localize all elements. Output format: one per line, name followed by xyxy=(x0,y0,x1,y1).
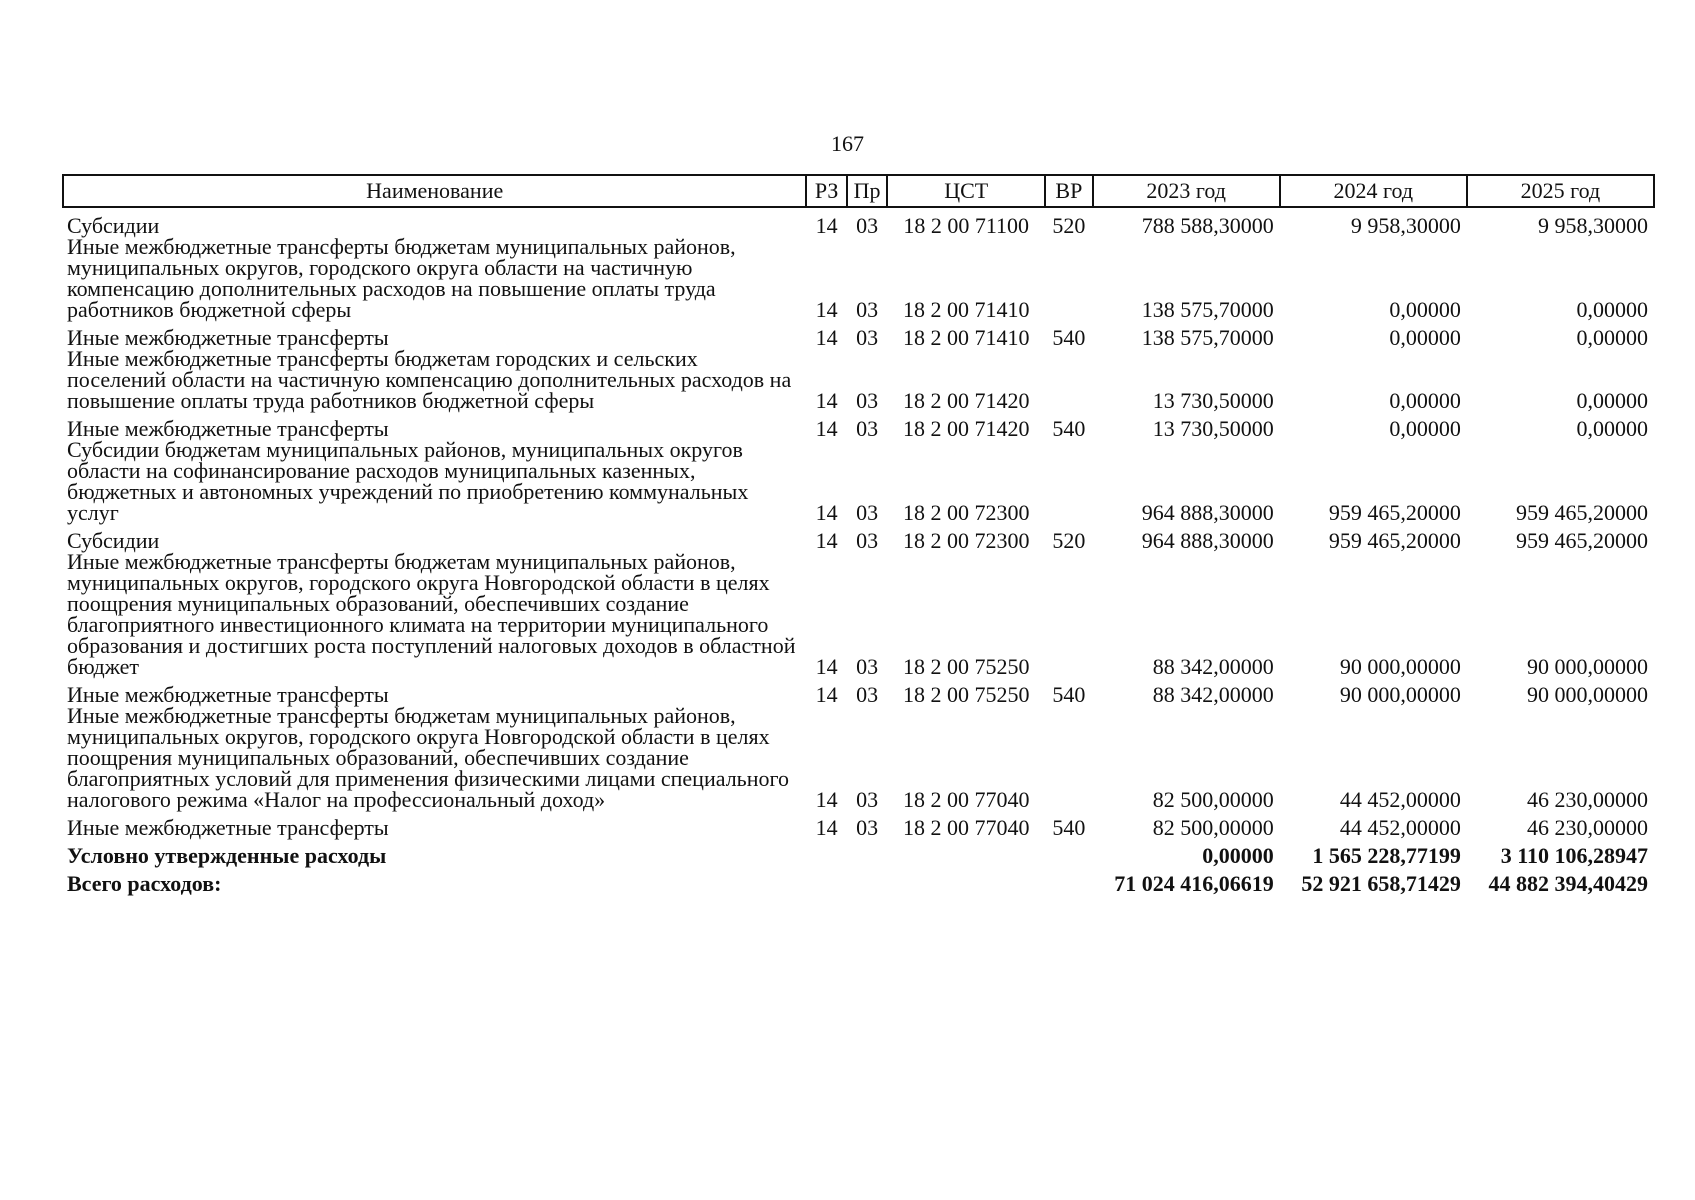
row-pr: 03 xyxy=(856,815,879,840)
row-cst: 18 2 00 77040 xyxy=(902,815,1030,840)
row-rz: 14 xyxy=(815,528,838,553)
row-name: Субсидии xyxy=(67,213,160,238)
row-2025: 46 230,00000 xyxy=(1527,787,1648,812)
header-rz: РЗ xyxy=(806,175,846,207)
row-2024: 0,00000 xyxy=(1389,325,1461,350)
row-name: Иные межбюджетные трансферты xyxy=(67,325,389,350)
budget-table xyxy=(62,174,1655,894)
row-rz: 14 xyxy=(815,213,838,238)
table-row xyxy=(63,348,1654,411)
row-rz: 14 xyxy=(815,388,838,413)
row-pr: 03 xyxy=(856,500,879,525)
row-2024: 9 958,30000 xyxy=(1350,213,1461,238)
row-2023: 88 342,00000 xyxy=(1152,682,1274,707)
row-cst: 18 2 00 71420 xyxy=(902,416,1030,441)
row-2025: 44 882 394,40429 xyxy=(1488,871,1648,896)
row-2024: 1 565 228,77199 xyxy=(1312,843,1461,868)
row-2024: 52 921 658,71429 xyxy=(1301,871,1461,896)
row-vr: 540 xyxy=(1052,416,1086,441)
row-pr: 03 xyxy=(856,416,879,441)
row-vr xyxy=(1045,866,1093,894)
row-cst: 18 2 00 75250 xyxy=(902,654,1030,679)
table-row xyxy=(63,320,1654,348)
row-pr: 03 xyxy=(856,388,879,413)
row-2023: 964 888,30000 xyxy=(1141,528,1274,553)
row-cst: 18 2 00 77040 xyxy=(902,787,1030,812)
row-name: Условно утвержденные расходы xyxy=(67,843,387,868)
row-vr xyxy=(1045,838,1093,866)
row-name: Субсидии xyxy=(67,528,160,553)
row-2023: 82 500,00000 xyxy=(1152,815,1274,840)
row-name: Иные межбюджетные трансферты бюджетам муниципальных районов, муниципальных округов, городского округа области на частичную компенсацию дополнительных расходов на повышение оплаты труда работников бюджетной сферы xyxy=(67,234,736,322)
row-2023: 13 730,50000 xyxy=(1152,388,1274,413)
row-2023: 13 730,50000 xyxy=(1152,416,1274,441)
row-pr: 03 xyxy=(856,297,879,322)
row-vr xyxy=(1045,236,1093,320)
table-row xyxy=(63,810,1654,838)
row-2025: 0,00000 xyxy=(1576,388,1648,413)
header-vr: ВР xyxy=(1045,175,1093,207)
table-row xyxy=(63,439,1654,523)
row-rz: 14 xyxy=(815,682,838,707)
table-header-row xyxy=(63,175,1654,207)
table-row xyxy=(63,677,1654,705)
header-pr: Пр xyxy=(847,175,887,207)
row-cst xyxy=(887,866,1045,894)
row-cst: 18 2 00 71420 xyxy=(902,388,1030,413)
row-cst: 18 2 00 71410 xyxy=(902,325,1030,350)
row-cst: 18 2 00 72300 xyxy=(902,500,1030,525)
table-row xyxy=(63,411,1654,439)
row-2025: 9 958,30000 xyxy=(1538,213,1648,238)
row-vr: 520 xyxy=(1052,213,1086,238)
row-2024: 0,00000 xyxy=(1389,416,1461,441)
row-rz: 14 xyxy=(815,500,838,525)
row-rz xyxy=(806,866,846,894)
row-pr: 03 xyxy=(856,654,879,679)
row-2023: 0,00000 xyxy=(1202,843,1274,868)
row-cst: 18 2 00 71410 xyxy=(902,297,1030,322)
row-rz xyxy=(806,838,846,866)
row-vr: 540 xyxy=(1052,815,1086,840)
conditional-expenses-row xyxy=(63,838,1654,866)
row-rz: 14 xyxy=(815,297,838,322)
row-2025: 0,00000 xyxy=(1576,416,1648,441)
page-number: 167 xyxy=(831,131,864,156)
row-2024: 959 465,20000 xyxy=(1328,528,1461,553)
row-rz: 14 xyxy=(815,654,838,679)
row-cst: 18 2 00 72300 xyxy=(902,528,1030,553)
table-row xyxy=(63,207,1654,236)
row-2025: 959 465,20000 xyxy=(1516,500,1648,525)
row-name: Иные межбюджетные трансферты xyxy=(67,682,389,707)
header-2023: 2023 год xyxy=(1093,175,1280,207)
row-name: Субсидии бюджетам муниципальных районов, муниципальных округов области на софинансирование расходов муниципальных казенных, бюджетных и автономных учреждений по приобретению коммунальных услуг xyxy=(67,437,749,525)
row-name: Всего расходов: xyxy=(67,871,222,896)
row-2023: 71 024 416,06619 xyxy=(1114,871,1274,896)
row-name: Иные межбюджетные трансферты бюджетам муниципальных районов, муниципальных округов, городского округа Новгородской области в целях поощрения муниципальных образований, обеспечивших создание благоприятного инвестиционного климата на территории муниципального образования и достигших роста поступлений налоговых доходов в областной бюджет xyxy=(67,549,796,679)
row-rz: 14 xyxy=(815,416,838,441)
row-2024: 44 452,00000 xyxy=(1339,787,1461,812)
table-row xyxy=(63,705,1654,810)
row-rz: 14 xyxy=(815,787,838,812)
total-row xyxy=(63,866,1654,894)
row-name: Иные межбюджетные трансферты бюджетам муниципальных районов, муниципальных округов, городского округа Новгородской области в целях поощрения муниципальных образований, обеспечивших создание благоприятных условий для применения физическими лицами специального налогового режима «Налог на профессиональный доход» xyxy=(67,703,789,812)
row-pr: 03 xyxy=(856,682,879,707)
row-vr xyxy=(1045,551,1093,677)
row-2023: 788 588,30000 xyxy=(1141,213,1274,238)
row-vr: 520 xyxy=(1052,528,1086,553)
row-2023: 82 500,00000 xyxy=(1152,787,1274,812)
row-vr xyxy=(1045,439,1093,523)
row-2024: 90 000,00000 xyxy=(1339,682,1461,707)
row-2023: 138 575,70000 xyxy=(1141,325,1274,350)
header-2024: 2024 год xyxy=(1280,175,1467,207)
row-2024: 44 452,00000 xyxy=(1339,815,1461,840)
row-vr xyxy=(1045,705,1093,810)
table-row xyxy=(63,551,1654,677)
row-pr: 03 xyxy=(856,787,879,812)
row-cst: 18 2 00 71100 xyxy=(903,213,1030,238)
row-vr: 540 xyxy=(1052,325,1086,350)
row-2025: 959 465,20000 xyxy=(1516,528,1648,553)
row-2023: 88 342,00000 xyxy=(1152,654,1274,679)
row-rz: 14 xyxy=(815,325,838,350)
row-2025: 46 230,00000 xyxy=(1527,815,1648,840)
row-vr: 540 xyxy=(1052,682,1086,707)
row-pr: 03 xyxy=(856,528,879,553)
row-name: Иные межбюджетные трансферты xyxy=(67,416,389,441)
row-2025: 0,00000 xyxy=(1576,297,1648,322)
header-2025: 2025 год xyxy=(1467,175,1654,207)
row-rz: 14 xyxy=(815,815,838,840)
row-cst: 18 2 00 75250 xyxy=(902,682,1030,707)
row-2025: 90 000,00000 xyxy=(1527,654,1648,679)
row-2024: 0,00000 xyxy=(1389,297,1461,322)
header-cst: ЦСТ xyxy=(887,175,1045,207)
row-2024: 959 465,20000 xyxy=(1328,500,1461,525)
row-2025: 90 000,00000 xyxy=(1527,682,1648,707)
row-pr xyxy=(847,866,887,894)
row-2023: 138 575,70000 xyxy=(1141,297,1274,322)
row-name: Иные межбюджетные трансферты бюджетам городских и сельских поселений области на частичную компенсацию дополнительных расходов на повышение оплаты труда работников бюджетной сферы xyxy=(67,346,792,413)
row-pr: 03 xyxy=(856,213,879,238)
row-2024: 90 000,00000 xyxy=(1339,654,1461,679)
row-2024: 0,00000 xyxy=(1389,388,1461,413)
row-2025: 0,00000 xyxy=(1576,325,1648,350)
header-name: Наименование xyxy=(63,175,806,207)
table-row xyxy=(63,236,1654,320)
row-2023: 964 888,30000 xyxy=(1141,500,1274,525)
row-cst xyxy=(887,838,1045,866)
row-vr xyxy=(1045,348,1093,411)
row-pr: 03 xyxy=(856,325,879,350)
row-2025: 3 110 106,28947 xyxy=(1500,843,1648,868)
row-name: Иные межбюджетные трансферты xyxy=(67,815,389,840)
table-row xyxy=(63,523,1654,551)
row-pr xyxy=(847,838,887,866)
